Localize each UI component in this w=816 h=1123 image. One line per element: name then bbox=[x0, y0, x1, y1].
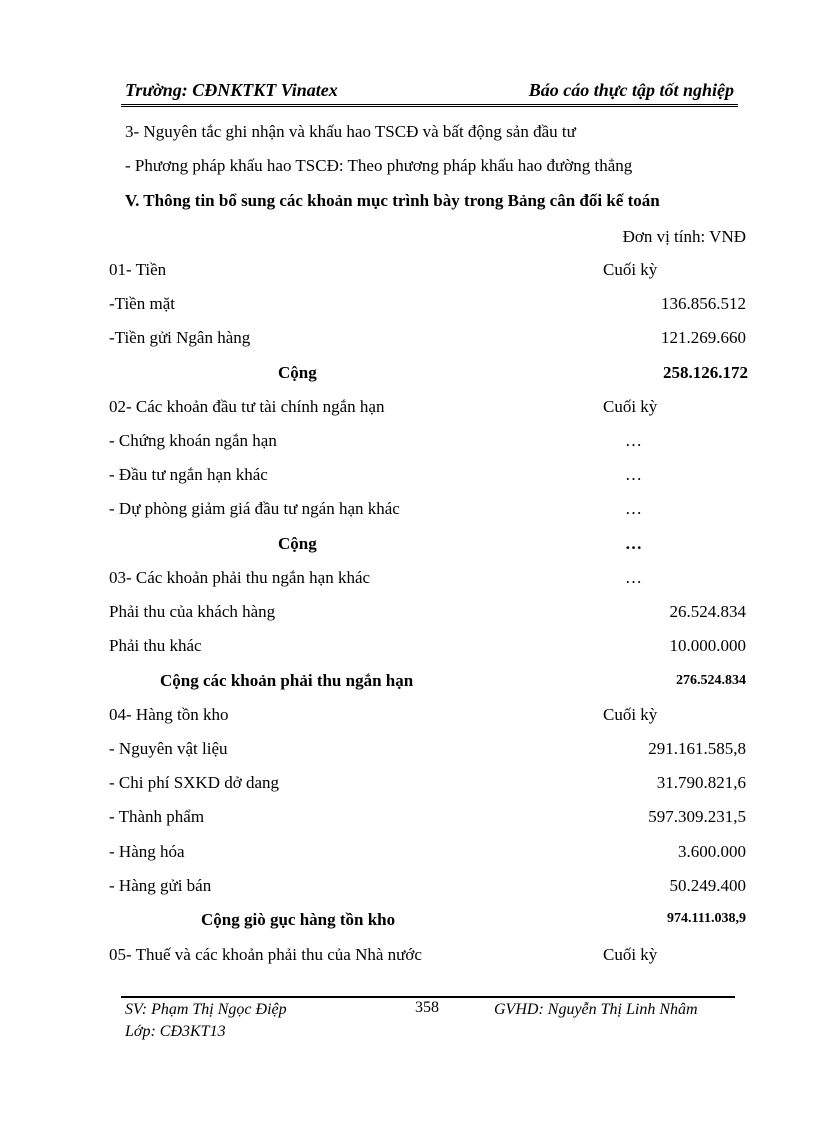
row-tien-gui bbox=[109, 328, 746, 354]
footer-page-number: 358 bbox=[415, 999, 439, 1016]
row-dau-tu-khac bbox=[109, 465, 746, 491]
row-ellipsis: … bbox=[625, 568, 642, 587]
row-phai-thu-khach-hang bbox=[109, 602, 746, 628]
row-ellipsis: … bbox=[625, 431, 642, 450]
row-label: Cộng bbox=[278, 534, 317, 553]
row-label: - Dự phòng giảm giá đầu tư ngán hạn khác bbox=[109, 499, 400, 518]
row-du-phong bbox=[109, 499, 746, 525]
row-amount: 31.790.821,6 bbox=[656, 773, 746, 792]
row-label: Phải thu khác bbox=[109, 636, 202, 655]
row-period: Cuối kỳ bbox=[603, 945, 658, 964]
row-hang-hoa bbox=[109, 842, 746, 868]
row-amount: 258.126.172 bbox=[663, 363, 748, 382]
row-amount: 121.269.660 bbox=[661, 328, 746, 347]
row-label: Phải thu của khách hàng bbox=[109, 602, 276, 621]
row-label: 01- Tiền bbox=[109, 260, 167, 279]
row-thanh-pham bbox=[109, 807, 746, 833]
row-phai-thu-khac bbox=[109, 636, 746, 662]
row-total-dau-tu bbox=[109, 534, 746, 560]
row-label: - Đầu tư ngắn hạn khác bbox=[109, 465, 268, 484]
row-label: 05- Thuế và các khoản phải thu của Nhà nước bbox=[109, 945, 422, 964]
row-04-hang-ton-kho bbox=[109, 705, 746, 731]
row-period: Cuối kỳ bbox=[603, 397, 658, 416]
row-tien-mat bbox=[109, 294, 746, 320]
row-total-phai-thu bbox=[109, 671, 746, 697]
row-total-hang-ton-kho bbox=[109, 910, 746, 936]
row-amount: 276.524.834 bbox=[676, 673, 746, 688]
intro-line-1: 3- Nguyên tắc ghi nhận và khấu hao TSCĐ và bất động sản đầu tư bbox=[125, 122, 576, 141]
row-03-phai-thu bbox=[109, 568, 746, 594]
row-label: 02- Các khoản đầu tư tài chính ngắn hạn bbox=[109, 397, 385, 416]
row-label: - Thành phẩm bbox=[109, 807, 205, 826]
row-amount: 974.111.038,9 bbox=[667, 911, 746, 926]
row-label: - Nguyên vật liệu bbox=[109, 739, 228, 758]
header-divider bbox=[121, 104, 738, 107]
row-amount: 3.600.000 bbox=[678, 842, 746, 861]
row-period: Cuối kỳ bbox=[603, 260, 658, 279]
row-label: -Tiền gửi Ngân hàng bbox=[109, 328, 251, 347]
row-label: - Chi phí SXKD dở dang bbox=[109, 773, 280, 792]
row-total-tien bbox=[109, 363, 746, 389]
row-label: - Hàng gửi bán bbox=[109, 876, 212, 895]
footer-student: SV: Phạm Thị Ngọc Điệp bbox=[125, 1001, 287, 1018]
row-01-tien bbox=[109, 260, 746, 286]
row-label: - Hàng hóa bbox=[109, 842, 185, 861]
row-label: 03- Các khoản phải thu ngắn hạn khác bbox=[109, 568, 371, 587]
intro-line-2: - Phương pháp khấu hao TSCĐ: Theo phương pháp khấu hao đường thẳng bbox=[125, 156, 633, 175]
row-label: Cộng giò gục hàng tồn kho bbox=[201, 910, 396, 929]
row-amount: 26.524.834 bbox=[669, 602, 746, 621]
row-ellipsis: … bbox=[625, 534, 642, 553]
row-05-thue bbox=[109, 945, 746, 971]
row-label: - Chứng khoán ngắn hạn bbox=[109, 431, 277, 450]
row-amount: 10.000.000 bbox=[669, 636, 746, 655]
row-label: -Tiền mặt bbox=[109, 294, 175, 313]
footer-divider bbox=[121, 996, 735, 998]
row-chung-khoan bbox=[109, 431, 746, 457]
header-report-title: Báo cáo thực tập tốt nghiệp bbox=[528, 80, 734, 100]
row-label: Cộng các khoản phải thu ngắn hạn bbox=[160, 671, 414, 690]
row-02-dau-tu bbox=[109, 397, 746, 423]
row-ellipsis: … bbox=[625, 499, 642, 518]
row-label: Cộng bbox=[278, 363, 317, 382]
unit-label: Đơn vị tính: VNĐ bbox=[622, 227, 746, 246]
footer-advisor: GVHD: Nguyễn Thị Linh Nhâm bbox=[494, 1001, 698, 1018]
row-chi-phi-sxkd bbox=[109, 773, 746, 799]
row-amount: 136.856.512 bbox=[661, 294, 746, 313]
row-amount: 291.161.585,8 bbox=[648, 739, 746, 758]
row-period: Cuối kỳ bbox=[603, 705, 658, 724]
row-label: 04- Hàng tồn kho bbox=[109, 705, 229, 724]
row-ellipsis: … bbox=[625, 465, 642, 484]
footer-class: Lớp: CĐ3KT13 bbox=[125, 1023, 226, 1040]
row-amount: 597.309.231,5 bbox=[648, 807, 746, 826]
row-hang-gui-ban bbox=[109, 876, 746, 902]
section-title: V. Thông tin bổ sung các khoản mục trình bày trong Bảng cân đối kế toán bbox=[125, 191, 660, 210]
row-amount: 50.249.400 bbox=[669, 876, 746, 895]
row-nguyen-vat-lieu bbox=[109, 739, 746, 765]
header-school: Trường: CĐNKTKT Vinatex bbox=[125, 80, 338, 100]
